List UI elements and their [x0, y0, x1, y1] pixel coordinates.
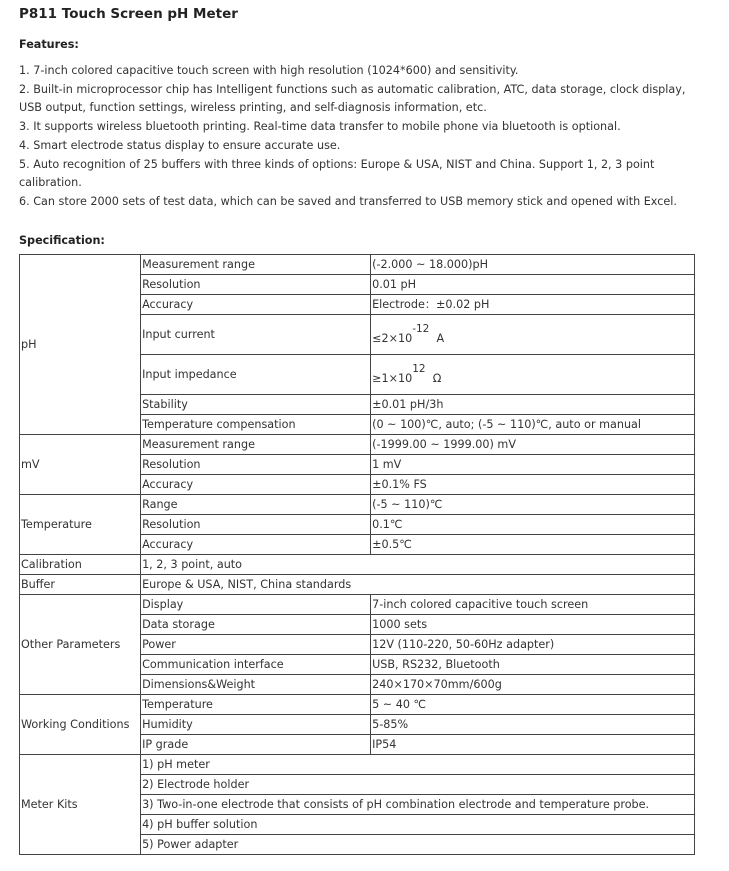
feature-item: 3. It supports wireless bluetooth printing. Real-time data transfer to mobile phone via bluetooth is optional. [19, 120, 621, 133]
param-label: Temperature compensation [141, 415, 371, 435]
page-title: P811 Touch Screen pH Meter [19, 6, 238, 22]
table-row [20, 255, 695, 275]
param-value: 240×170×70mm/600g [371, 675, 695, 695]
input-impedance-unit: Ω [432, 372, 442, 385]
param-label: Range [141, 495, 371, 515]
param-value: (-2.000 ~ 18.000)pH [371, 255, 695, 275]
param-label: Accuracy [141, 475, 371, 495]
feature-item: 5. Auto recognition of 25 buffers with three kinds of options: Europe & USA, NIST and China. Support 1, 2, 3 point calibration. [19, 158, 655, 189]
input-current-unit: A [436, 332, 445, 345]
group-cell-temperature: Temperature [20, 495, 141, 555]
param-label: Power [141, 635, 371, 655]
feature-item: 2. Built-in microprocessor chip has Intelligent functions such as automatic calibration, ATC, data storage, clock display, USB output, function settings, wireless printing, and self-diagnosis information, etc. [19, 83, 686, 114]
kit-item: 4) pH buffer solution [141, 815, 695, 835]
param-value: ±0.01 pH/3h [371, 395, 695, 415]
group-cell-ph: pH [20, 255, 141, 435]
feature-item: 4. Smart electrode status display to ensure accurate use. [19, 139, 341, 152]
group-cell-other: Other Parameters [20, 595, 141, 695]
feature-item: 1. 7-inch colored capacitive touch screen with high resolution (1024*600) and sensitivity. [19, 64, 519, 77]
features-list [19, 62, 699, 212]
param-value: (-1999.00 ~ 1999.00) mV [371, 435, 695, 455]
param-value: 5 ~ 40 ℃ [371, 695, 695, 715]
group-cell-mv: mV [20, 435, 141, 495]
param-label: Measurement range [141, 435, 371, 455]
param-label: Input current [141, 315, 371, 355]
table-row [20, 495, 695, 515]
input-current-exponent: -12 [412, 323, 430, 335]
group-cell-buffer: Buffer [20, 575, 141, 595]
param-value: (0 ~ 100)℃, auto; (-5 ~ 110)℃, auto or manual [371, 415, 695, 435]
param-value: ±0.5℃ [371, 535, 695, 555]
group-cell-working: Working Conditions [20, 695, 141, 755]
param-value: 12V (110-220, 50-60Hz adapter) [371, 635, 695, 655]
param-label: Data storage [141, 615, 371, 635]
kit-item: 1) pH meter [141, 755, 695, 775]
param-value [371, 315, 695, 355]
table-row [20, 695, 695, 715]
param-value: Electrode：±0.02 pH [371, 295, 695, 315]
input-impedance-base: ≥1×10 [372, 372, 413, 385]
param-label: Resolution [141, 275, 371, 295]
input-current-base: ≤2×10 [372, 332, 413, 345]
param-value: 1000 sets [371, 615, 695, 635]
kit-item: 3) Two-in-one electrode that consists of pH combination electrode and temperature probe. [141, 795, 695, 815]
param-value: 7-inch colored capacitive touch screen [371, 595, 695, 615]
param-label: Accuracy [141, 535, 371, 555]
param-label: Display [141, 595, 371, 615]
kit-item: 2) Electrode holder [141, 775, 695, 795]
param-label: Dimensions&Weight [141, 675, 371, 695]
table-row [20, 435, 695, 455]
param-value: USB, RS232, Bluetooth [371, 655, 695, 675]
table-row [20, 555, 695, 575]
param-value: 0.01 pH [371, 275, 695, 295]
features-heading: Features: [19, 38, 79, 51]
group-cell-calibration: Calibration [20, 555, 141, 575]
param-label: IP grade [141, 735, 371, 755]
param-value: Europe & USA, NIST, China standards [141, 575, 695, 595]
param-label: Humidity [141, 715, 371, 735]
param-label: Communication interface [141, 655, 371, 675]
table-row [20, 595, 695, 615]
group-cell-kits: Meter Kits [20, 755, 141, 855]
param-label: Measurement range [141, 255, 371, 275]
feature-item: 6. Can store 2000 sets of test data, which can be saved and transferred to USB memory stick and opened with Excel. [19, 195, 677, 208]
table-row [20, 755, 695, 775]
param-value: 0.1℃ [371, 515, 695, 535]
kit-item: 5) Power adapter [141, 835, 695, 855]
param-label: Stability [141, 395, 371, 415]
table-row [20, 575, 695, 595]
param-label: Input impedance [141, 355, 371, 395]
specification-table [19, 254, 695, 855]
param-label: Resolution [141, 455, 371, 475]
param-value: 5-85% [371, 715, 695, 735]
param-label: Resolution [141, 515, 371, 535]
param-value: 1, 2, 3 point, auto [141, 555, 695, 575]
param-value [371, 355, 695, 395]
specification-heading: Specification: [19, 234, 105, 247]
param-value: ±0.1% FS [371, 475, 695, 495]
param-label: Temperature [141, 695, 371, 715]
param-label: Accuracy [141, 295, 371, 315]
input-impedance-exponent: 12 [412, 363, 426, 375]
param-value: (-5 ~ 110)℃ [371, 495, 695, 515]
param-value: IP54 [371, 735, 695, 755]
param-value: 1 mV [371, 455, 695, 475]
